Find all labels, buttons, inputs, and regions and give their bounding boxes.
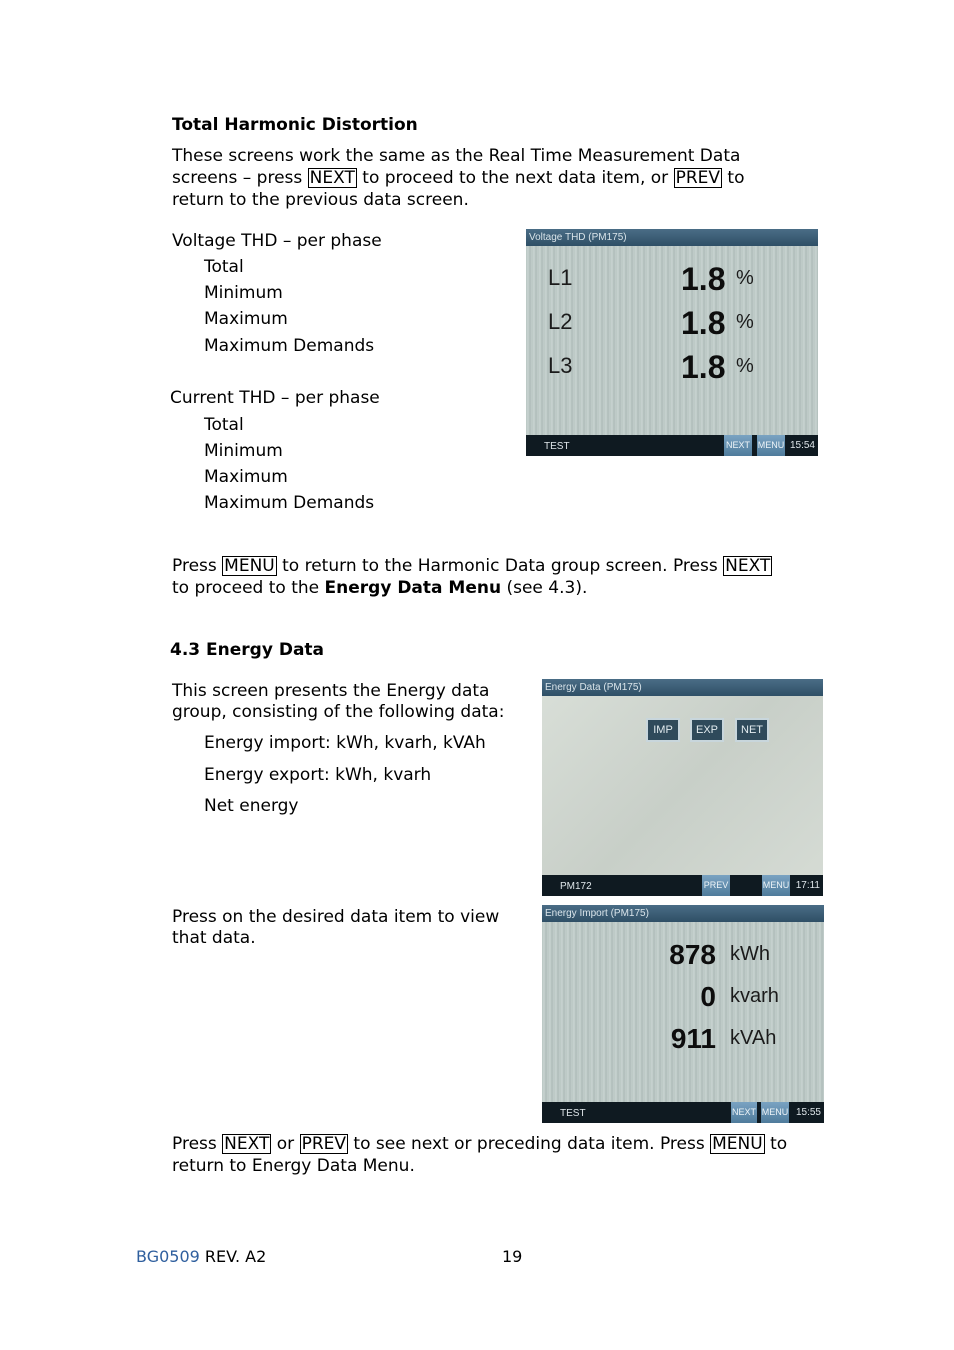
prev-key-label: PREV — [301, 1134, 346, 1154]
thd-value-l3: 1.8 — [681, 349, 726, 385]
footer-label: PM172 — [560, 881, 592, 892]
thd-value-l1: 1.8 — [681, 261, 726, 297]
screen-footer — [526, 435, 818, 456]
press-item-line-1: Press on the desired data item to view — [172, 907, 500, 927]
phase-label-l1: L1 — [548, 265, 573, 290]
text-fragment: (see 4.3). — [501, 578, 588, 598]
phase-label-l3: L3 — [548, 353, 573, 378]
text-fragment: to — [722, 168, 745, 188]
thd-press-line-2 — [172, 577, 587, 599]
percent-unit: % — [736, 355, 754, 377]
thd-press-line-1 — [172, 555, 772, 577]
screen-footer — [542, 875, 823, 896]
doc-code: BG0509 — [136, 1247, 200, 1266]
footer-label: TEST — [560, 1108, 586, 1119]
menu-button[interactable]: MENU — [761, 1102, 789, 1123]
screen-title: Energy Data (PM175) — [542, 679, 823, 696]
doc-revision: REV. A2 — [199, 1247, 267, 1266]
text-fragment: to see next or preceding data item. Press — [348, 1134, 711, 1154]
menu-key-label: MENU — [224, 556, 275, 576]
kvarh-unit: kvarh — [730, 985, 779, 1007]
current-item-total: Total — [204, 415, 244, 435]
page-number: 19 — [502, 1247, 523, 1266]
energy-item-import: Energy import: kWh, kvarh, kVAh — [204, 733, 486, 753]
energy-data-menu-ref: Energy Data Menu — [324, 578, 502, 598]
voltage-item-minimum: Minimum — [204, 283, 283, 303]
energy-item-export: Energy export: kWh, kvarh — [204, 765, 432, 785]
next-key-label: NEXT — [224, 1134, 270, 1154]
text-fragment: Press — [172, 1134, 223, 1154]
next-key-label: NEXT — [725, 556, 771, 576]
energy-data-screen — [542, 679, 823, 896]
kvah-unit: kVAh — [730, 1027, 777, 1049]
menu-button[interactable]: MENU — [762, 875, 790, 896]
screen-title: Voltage THD (PM175) — [526, 229, 818, 246]
menu-key-label: MENU — [712, 1134, 763, 1154]
prev-button[interactable]: PREV — [702, 875, 730, 896]
voltage-thd-title: Voltage THD – per phase — [172, 231, 382, 251]
thd-intro-line-2 — [172, 167, 744, 189]
thd-heading: Total Harmonic Distortion — [172, 115, 418, 135]
voltage-thd-screen — [526, 229, 818, 456]
screen-footer — [542, 1102, 824, 1123]
energy-intro-line-1: This screen presents the Energy data — [172, 681, 490, 701]
clock: 15:54 — [789, 440, 815, 451]
next-key-label: NEXT — [309, 168, 355, 188]
voltage-item-total: Total — [204, 257, 244, 277]
current-item-minimum: Minimum — [204, 441, 283, 461]
final-line-1 — [172, 1133, 787, 1155]
text-fragment: screens – press — [172, 168, 308, 188]
prev-key-label: PREV — [675, 168, 720, 188]
next-button[interactable]: NEXT — [731, 1102, 757, 1123]
kvarh-value: 0 — [700, 981, 716, 1012]
text-fragment: to return to the Harmonic Data group screen. Press — [276, 556, 724, 576]
menu-button[interactable]: MENU — [757, 435, 785, 456]
final-line-2: return to Energy Data Menu. — [172, 1156, 415, 1176]
energy-intro-line-2: group, consisting of the following data: — [172, 702, 505, 722]
page-footer-doc — [136, 1246, 266, 1268]
phase-label-l2: L2 — [548, 309, 573, 334]
current-thd-title: Current THD – per phase — [170, 388, 380, 408]
voltage-item-maximum: Maximum — [204, 309, 288, 329]
kvah-value: 911 — [670, 1023, 716, 1054]
press-item-line-2: that data. — [172, 928, 256, 948]
net-button[interactable]: NET — [735, 718, 769, 742]
next-button[interactable]: NEXT — [724, 435, 752, 456]
text-fragment: or — [271, 1134, 300, 1154]
text-fragment: Press — [172, 556, 223, 576]
kwh-unit: kWh — [730, 943, 770, 965]
thd-intro-line-3: return to the previous data screen. — [172, 190, 469, 210]
imp-button[interactable]: IMP — [646, 718, 680, 742]
text-fragment: to proceed to the next data item, or — [356, 168, 674, 188]
percent-unit: % — [736, 311, 754, 333]
footer-label: TEST — [544, 441, 570, 452]
voltage-item-max-demands: Maximum Demands — [204, 336, 375, 356]
thd-value-l2: 1.8 — [681, 305, 726, 341]
clock: 15:55 — [795, 1107, 821, 1118]
text-fragment: to — [764, 1134, 788, 1154]
current-item-maximum: Maximum — [204, 467, 288, 487]
kwh-value: 878 — [669, 939, 716, 970]
clock: 17:11 — [795, 880, 820, 891]
screen-title: Energy Import (PM175) — [542, 905, 824, 922]
energy-item-net: Net energy — [204, 796, 299, 816]
thd-intro-line-1: These screens work the same as the Real Time Measurement Data — [172, 146, 741, 166]
percent-unit: % — [736, 267, 754, 289]
current-item-max-demands: Maximum Demands — [204, 493, 375, 513]
text-fragment: to proceed to the — [172, 578, 325, 598]
energy-import-screen — [542, 905, 824, 1123]
energy-heading: 4.3 Energy Data — [170, 640, 325, 660]
exp-button[interactable]: EXP — [690, 718, 724, 742]
